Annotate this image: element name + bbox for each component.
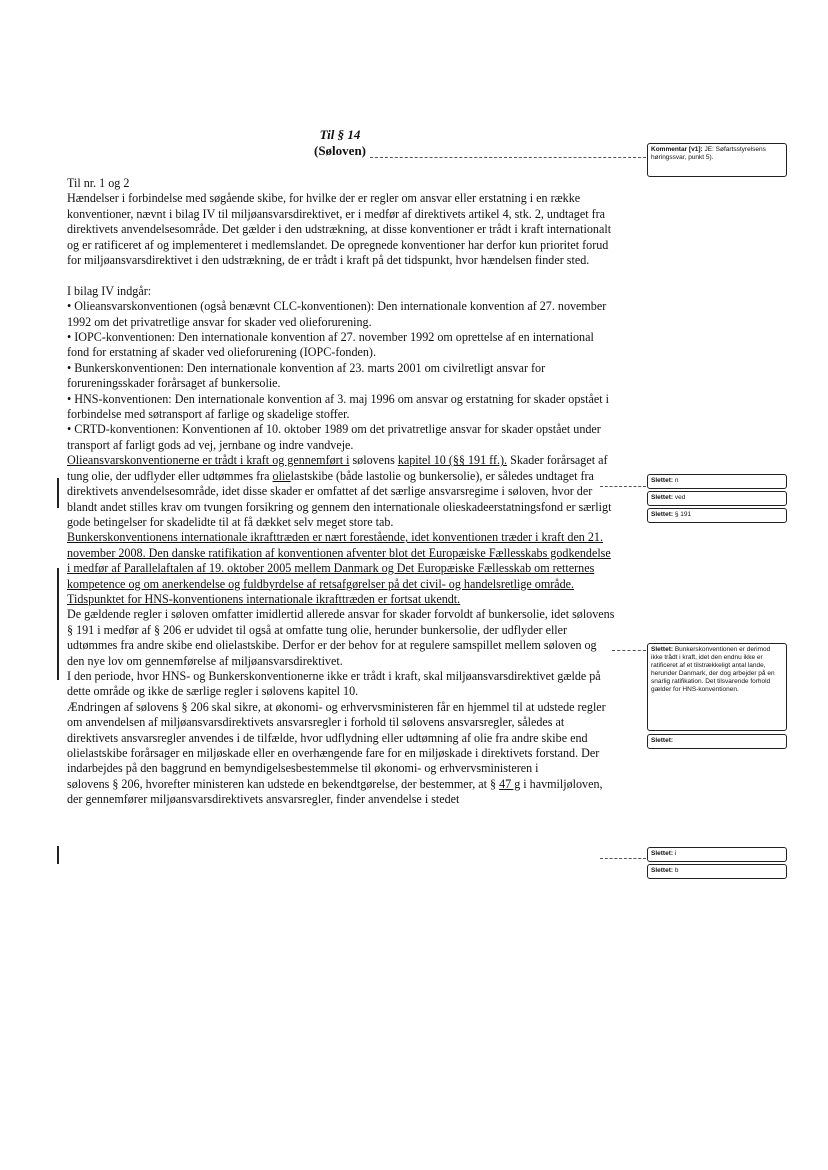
deletion-text: i xyxy=(673,850,677,857)
change-bar xyxy=(57,478,59,508)
comment-leader-line xyxy=(600,486,646,487)
deletion-text: ved xyxy=(673,494,686,501)
deletion-balloon[interactable] xyxy=(647,491,787,506)
paragraph-current-rules: De gældende regler i søloven omfatter imidlertid allerede ansvar for skader forvoldt af bunkersolie, idet sølovens § 191 i medfør af § 206 er udvidet til også at omfatte tung olie, herunder bunkersolie, der udflyder eller udtømmes fra andre skibe end olielastskibe. Derfor er der behov for at regulere samspillet mellem søloven og den nye lov om gennemførelse af miljøansvarsdirektivet. xyxy=(67,607,615,668)
paragraph-exemption: Hændelser i forbindelse med søgående skibe, for hvilke der er regler om ansvar eller erstatning i en række konventioner, nævnt i bilag IV til miljøansvarsdirektivet, er i medfør af direktivets artikel 4, stk. 2, undtaget fra direktivets anvendelsesområde. Det gælder i den udstrækning, at disse konventioner er trådt i kraft internationalt og er ratificeret af og implementeret i medlemslandet. De opregnede konventioner har derfor kun prioritet forud for miljøansvarsdirektivet i den udstrækning, de er trådt i kraft på det tidspunkt, hvor hændelsen finder sted. xyxy=(67,191,612,268)
comment-text: JE: Søfartsstyrelsens høringssvar, punkt 5). xyxy=(651,146,766,161)
paragraph-bunker-inserted: Bunkerskonventionens internationale ikrafttræden er nært forestående, idet konventionen træder i kraft den 21. november 2008. Den danske ratifikation af konventionen afventer blot det Europæiske Fællesskabs godkendelse i medfør af Parallelaftalen af 19. oktober 2005 mellem Danmark og Det Europæiske Fællesskab om retternes kompetence og om anerkendelse og fuldbyrdelse af retsafgørelser på det civil- og handelsretlige område. Tidspunktet for HNS-konventionens internationale ikrafttræden er fortsat ukendt. xyxy=(67,530,611,606)
deletion-label: Slettet: xyxy=(651,850,674,857)
inserted-text: olie xyxy=(272,468,291,483)
paragraph-amendment: Ændringen af sølovens § 206 skal sikre, at økonomi- og erhvervsministeren får en hjemmel til at udstede regler om anvendelsen af miljøansvarsdirektivets ansvarsregler i forhold til sølovens ansvarsregler, således at direktivets ansvarsregler anvendes i de tilfælde, hvor udflydning eller udtømning af olie fra andre skibe end olielastskibe forårsager en miljøskade eller en overhængende fare for en miljøskade i direktivets forstand. Der indarbejdes på den baggrund en bemyndigelsesbestemmelse til økonomi- og erhvervsministeren i xyxy=(67,699,606,776)
section-heading: Til § 14 xyxy=(319,127,361,142)
document-body xyxy=(67,176,615,808)
deletion-label: Slettet: xyxy=(651,737,674,744)
deletion-label: Slettet: xyxy=(651,646,674,653)
section-subheading: (Søloven) xyxy=(314,143,366,158)
deletion-balloon[interactable] xyxy=(647,474,787,489)
deletion-balloon[interactable] xyxy=(647,864,787,879)
comment-balloon[interactable] xyxy=(647,143,787,177)
deletion-label: Slettet: xyxy=(651,494,674,501)
inserted-text: kapitel 10 (§§ 191 ff.). xyxy=(397,453,508,468)
list-item: • CRTD-konventionen: Konventionen af 10. oktober 1989 om det privatretlige ansvar for skader opstået under transport af farligt gods ad vej, jernbane og indre vandveje. xyxy=(67,422,601,452)
inserted-text: Olieansvarskonventionerne xyxy=(67,453,200,468)
change-bar xyxy=(57,568,59,680)
paragraph-oil-liability: Olieansvarskonventionerne er trådt i kraft og gennemført i sølovens kapitel 10 (§§ 191 ff.). Skader forårsaget af tung olie, der udflyder eller udtømmes fra olielastskibe (både lastolie og bunkersolie), er således undtaget fra direktivets anvendelsesområde, idet disse skader er omfattet af det særlige ansvarsregime i søloven, hvor der blandt andet stilles krav om tvungen forsikring og gennem den internationale olieskadeerstatningsfond er særligt gode betingelser for skadelidte til at få dækket selv meget store tab. xyxy=(67,453,612,529)
deletion-text: Bunkerskonventionen er derimod ikke trådt i kraft, idet den endnu ikke er ratificeret af et tilstrækkeligt antal lande, herunder Danmark, der dog arbejder på en snarlig ratifikation. Det tilsvarende forhold gælder for HNS-konventionen. xyxy=(651,646,775,693)
paragraph-annex-intro: I bilag IV indgår: xyxy=(67,283,152,298)
deletion-text: § 191 xyxy=(673,511,692,518)
comment-leader-line xyxy=(612,650,646,651)
comment-label: Kommentar [v1]: xyxy=(651,146,703,153)
deletion-balloon[interactable] xyxy=(647,847,787,862)
deletion-label: Slettet: xyxy=(651,511,674,518)
comment-leader-line xyxy=(600,858,646,859)
deletion-text: n xyxy=(673,477,679,484)
list-item: • Olieansvarskonventionen (også benævnt CLC-konventionen): Den internationale konvention af 27. november 1992 om det privatretlige ansvar for skader ved olieforurening. xyxy=(67,299,607,329)
list-item: • IOPC-konventionen: Den internationale konvention af 27. november 1992 om oprettelse af en international fond for erstatning af skader ved olieforurening (IOPC-fonden). xyxy=(67,330,594,360)
change-bar xyxy=(57,846,59,864)
paragraph-authority: sølovens § 206, hvorefter ministeren kan udstede en bekendtgørelse, der bestemmer, at § 47 g i havmiljøloven, der gennemfører miljøansvarsdirektivets ansvarsregler, finder anvendelse i stedet xyxy=(67,776,603,807)
deletion-balloon[interactable] xyxy=(647,643,787,731)
deletion-balloon[interactable] xyxy=(647,508,787,523)
deletion-balloon[interactable] xyxy=(647,734,787,749)
inserted-text: 47 g xyxy=(499,776,521,791)
inserted-text: er trådt i kraft og gennemført i xyxy=(199,453,350,468)
paragraph-interim-period: I den periode, hvor HNS- og Bunkerskonventionerne ikke er trådt i kraft, skal miljøansvarsdirektivet gælde på dette område og ikke de særlige regler i sølovens kapitel 10. xyxy=(67,668,601,699)
deletion-label: Slettet: xyxy=(651,867,674,874)
paragraph-intro-label: Til nr. 1 og 2 xyxy=(67,176,130,190)
deletion-text: b xyxy=(673,867,679,874)
list-item: • HNS-konventionen: Den internationale konvention af 3. maj 1996 om ansvar og erstatning for skader opstået i forbindelse med søtransport af farlige og skadelige stoffer. xyxy=(67,391,609,422)
deletion-label: Slettet: xyxy=(651,477,674,484)
list-item: • Bunkerskonventionen: Den internationale konvention af 23. marts 2001 om civilretligt ansvar for forureningsskader forårsaget af bunkersolie. xyxy=(67,360,546,391)
comment-leader-line xyxy=(370,157,646,158)
